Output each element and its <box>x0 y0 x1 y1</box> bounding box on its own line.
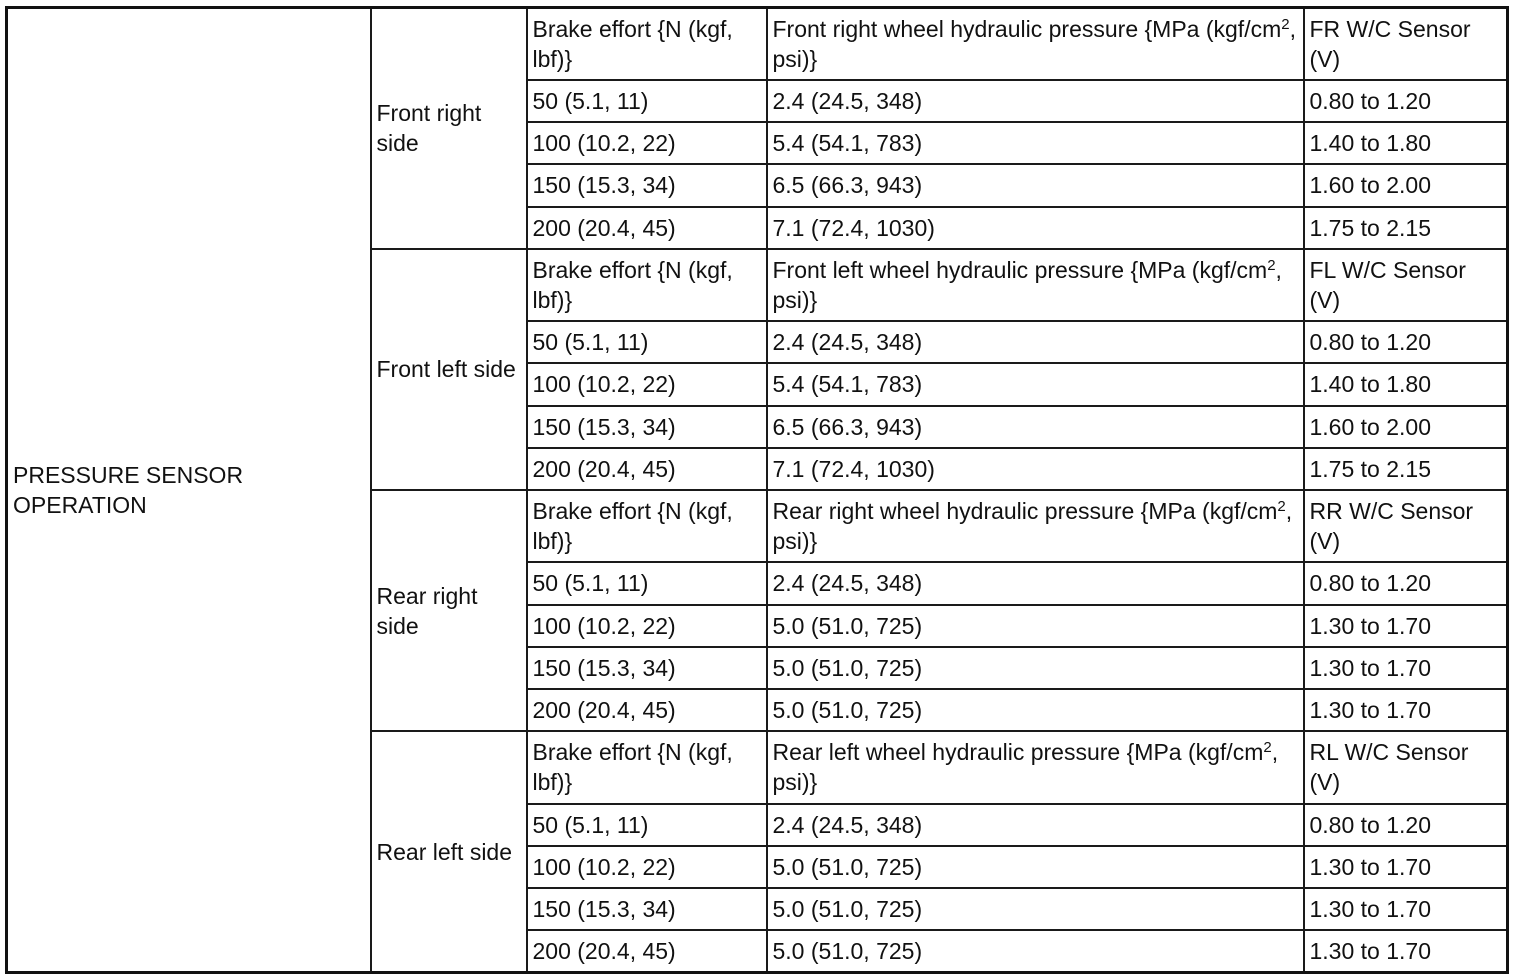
brake-effort-cell: 50 (5.1, 11) <box>527 321 767 363</box>
voltage-cell: 1.40 to 1.80 <box>1304 122 1508 164</box>
pressure-cell: 7.1 (72.4, 1030) <box>767 448 1304 490</box>
group-header-row <box>7 8 1508 80</box>
pressure-cell: 5.4 (54.1, 783) <box>767 122 1304 164</box>
voltage-cell: 1.30 to 1.70 <box>1304 689 1508 731</box>
side-label: Rear left side <box>376 838 513 865</box>
brake-effort-cell: 150 (15.3, 34) <box>527 888 767 930</box>
brake-effort-cell: 200 (20.4, 45) <box>527 207 767 249</box>
brake-effort-cell: 150 (15.3, 34) <box>527 647 767 689</box>
voltage-cell: 1.30 to 1.70 <box>1304 888 1508 930</box>
pressure-cell: 5.0 (51.0, 725) <box>767 605 1304 647</box>
brake-effort-header: Brake effort {N (kgf, lbf)} <box>527 731 767 803</box>
pressure-cell: 5.0 (51.0, 725) <box>767 930 1304 972</box>
brake-effort-cell: 100 (10.2, 22) <box>527 846 767 888</box>
pressure-cell: 5.0 (51.0, 725) <box>767 647 1304 689</box>
brake-effort-cell: 200 (20.4, 45) <box>527 689 767 731</box>
pressure-cell: 5.0 (51.0, 725) <box>767 888 1304 930</box>
sensor-voltage-header: RL W/C Sensor (V) <box>1304 731 1508 803</box>
pressure-cell: 6.5 (66.3, 943) <box>767 406 1304 448</box>
voltage-cell: 1.75 to 2.15 <box>1304 207 1508 249</box>
pressure-cell: 5.4 (54.1, 783) <box>767 363 1304 405</box>
item-label: PRESSURE SENSOR OPERATION <box>13 462 244 518</box>
side-label: Rear right side <box>376 582 478 639</box>
brake-effort-cell: 50 (5.1, 11) <box>527 804 767 846</box>
brake-effort-cell: 150 (15.3, 34) <box>527 164 767 206</box>
brake-effort-cell: 50 (5.1, 11) <box>527 80 767 122</box>
pressure-cell: 2.4 (24.5, 348) <box>767 562 1304 604</box>
pressure-cell: 2.4 (24.5, 348) <box>767 804 1304 846</box>
voltage-cell: 0.80 to 1.20 <box>1304 562 1508 604</box>
pressure-sensor-spec-table <box>5 6 1509 974</box>
voltage-cell: 0.80 to 1.20 <box>1304 804 1508 846</box>
item-label-cell <box>7 8 371 973</box>
hydraulic-pressure-header: Rear left wheel hydraulic pressure {MPa ($kgf/cm^2$, psi)} <box>767 731 1304 803</box>
brake-effort-cell: 50 (5.1, 11) <box>527 562 767 604</box>
sensor-voltage-header: RR W/C Sensor (V) <box>1304 490 1508 562</box>
hydraulic-pressure-header: Front right wheel hydraulic pressure {MPa ($kgf/cm^2$, psi)} <box>767 8 1304 80</box>
brake-effort-cell: 100 (10.2, 22) <box>527 605 767 647</box>
pressure-cell: 2.4 (24.5, 348) <box>767 321 1304 363</box>
brake-effort-cell: 100 (10.2, 22) <box>527 122 767 164</box>
side-label: Front right side <box>376 100 482 157</box>
pressure-cell: 5.0 (51.0, 725) <box>767 689 1304 731</box>
side-label-cell <box>371 731 527 972</box>
brake-effort-header: Brake effort {N (kgf, lbf)} <box>527 490 767 562</box>
brake-effort-cell: 200 (20.4, 45) <box>527 930 767 972</box>
voltage-cell: 0.80 to 1.20 <box>1304 80 1508 122</box>
brake-effort-header: Brake effort {N (kgf, lbf)} <box>527 249 767 321</box>
brake-effort-cell: 100 (10.2, 22) <box>527 363 767 405</box>
voltage-cell: 0.80 to 1.20 <box>1304 321 1508 363</box>
side-label-cell <box>371 490 527 731</box>
voltage-cell: 1.30 to 1.70 <box>1304 605 1508 647</box>
voltage-cell: 1.30 to 1.70 <box>1304 647 1508 689</box>
voltage-cell: 1.60 to 2.00 <box>1304 164 1508 206</box>
voltage-cell: 1.75 to 2.15 <box>1304 448 1508 490</box>
side-label-cell <box>371 8 527 249</box>
pressure-cell: 7.1 (72.4, 1030) <box>767 207 1304 249</box>
sensor-voltage-header: FL W/C Sensor (V) <box>1304 249 1508 321</box>
voltage-cell: 1.60 to 2.00 <box>1304 406 1508 448</box>
voltage-cell: 1.40 to 1.80 <box>1304 363 1508 405</box>
brake-effort-cell: 200 (20.4, 45) <box>527 448 767 490</box>
voltage-cell: 1.30 to 1.70 <box>1304 930 1508 972</box>
sensor-voltage-header: FR W/C Sensor (V) <box>1304 8 1508 80</box>
side-label-cell <box>371 249 527 490</box>
pressure-cell: 5.0 (51.0, 725) <box>767 846 1304 888</box>
pressure-cell: 6.5 (66.3, 943) <box>767 164 1304 206</box>
brake-effort-header: Brake effort {N (kgf, lbf)} <box>527 8 767 80</box>
hydraulic-pressure-header: Front left wheel hydraulic pressure {MPa ($kgf/cm^2$, psi)} <box>767 249 1304 321</box>
side-label: Front left side <box>376 356 516 383</box>
hydraulic-pressure-header: Rear right wheel hydraulic pressure {MPa ($kgf/cm^2$, psi)} <box>767 490 1304 562</box>
brake-effort-cell: 150 (15.3, 34) <box>527 406 767 448</box>
pressure-cell: 2.4 (24.5, 348) <box>767 80 1304 122</box>
voltage-cell: 1.30 to 1.70 <box>1304 846 1508 888</box>
